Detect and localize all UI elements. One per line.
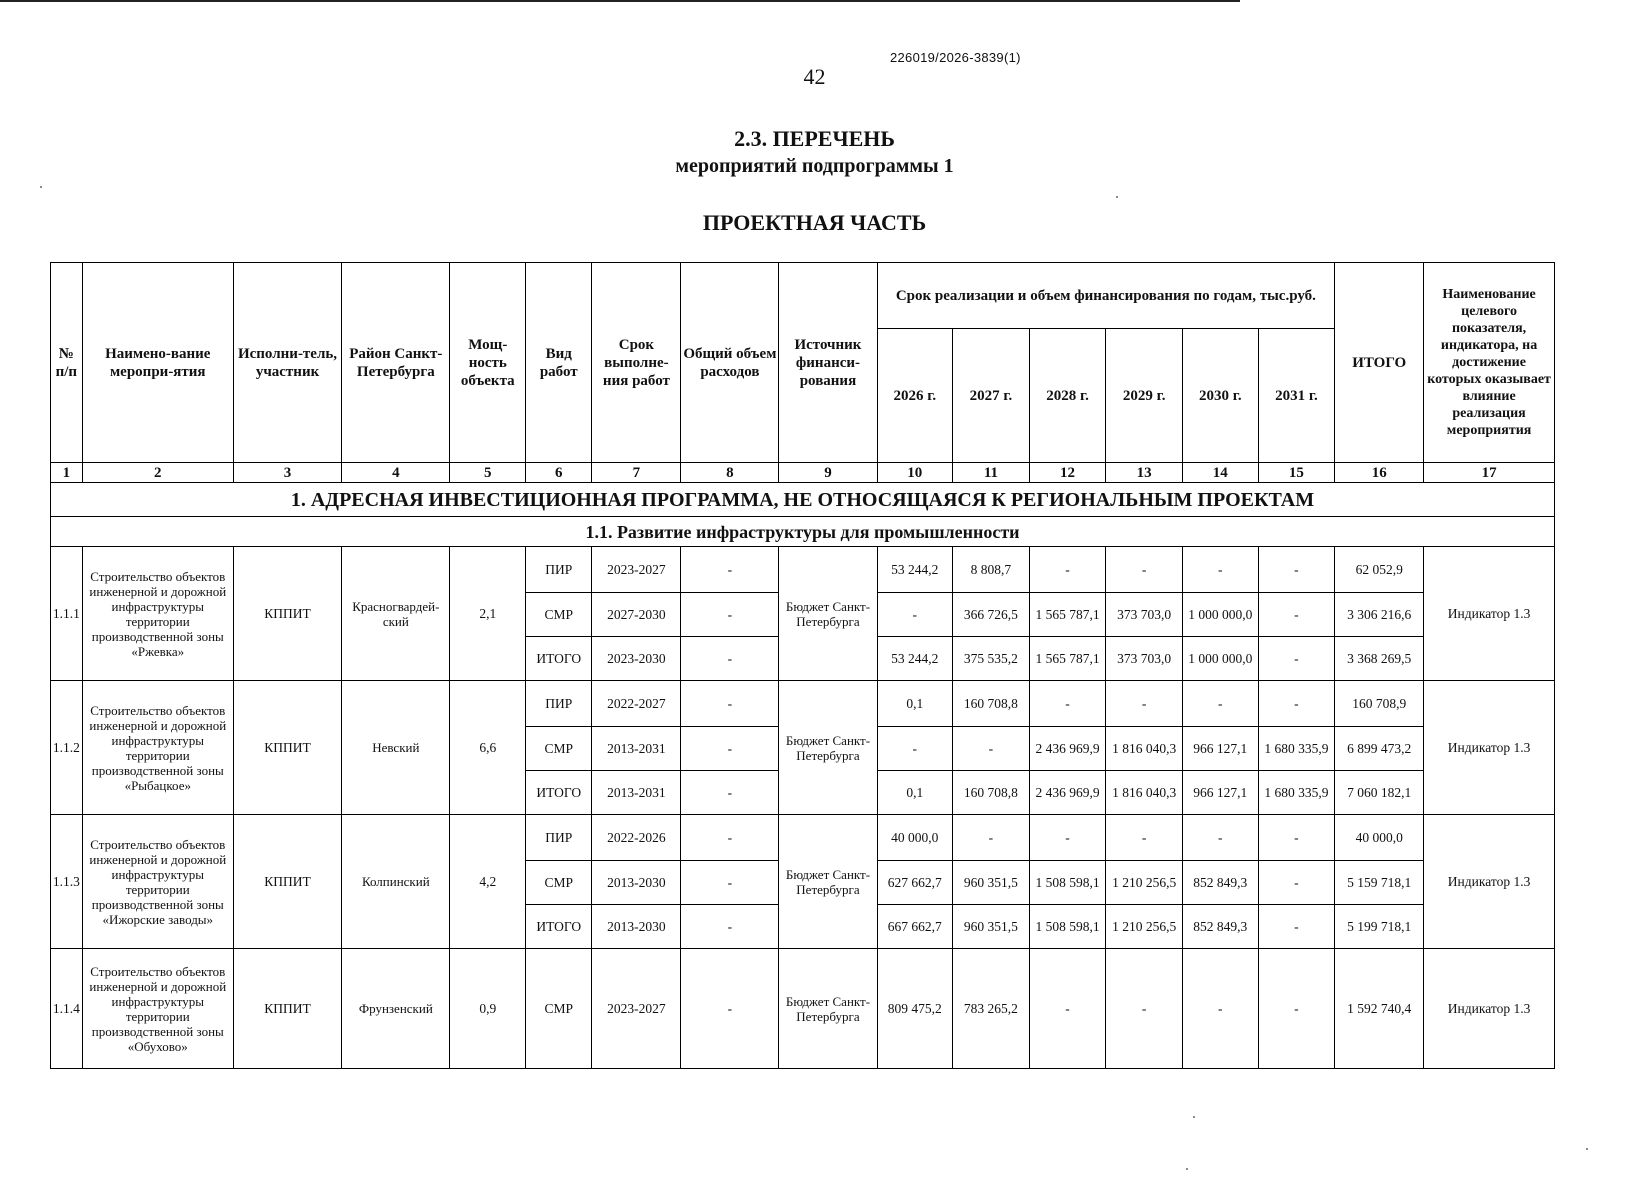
header-year-2029: 2029 г.: [1106, 329, 1183, 463]
year-value-cell: -: [1258, 547, 1335, 593]
work-type-cell: ИТОГО: [526, 637, 592, 681]
header-year-2026: 2026 г.: [877, 329, 953, 463]
header-itogo: ИТОГО: [1335, 263, 1424, 463]
total-cost-cell: -: [681, 771, 779, 815]
year-value-cell: 1 680 335,9: [1258, 727, 1335, 771]
year-value-cell: 373 703,0: [1106, 593, 1183, 637]
entry-executor: КППИТ: [233, 949, 341, 1069]
itogo-cell: 1 592 740,4: [1335, 949, 1424, 1069]
column-number: 6: [526, 463, 592, 483]
entry-capacity: 0,9: [450, 949, 526, 1069]
entry-name: Строительство объектов инженерной и дорожной инфраструктуры территории производственной зоны «Ржевка»: [82, 547, 233, 681]
year-value-cell: -: [1258, 681, 1335, 727]
section-title: 1. АДРЕСНАЯ ИНВЕСТИЦИОННАЯ ПРОГРАММА, НЕ ОТНОСЯЩАЯСЯ К РЕГИОНАЛЬНЫМ ПРОЕКТАМ: [51, 483, 1555, 517]
year-value-cell: 0,1: [877, 681, 953, 727]
year-value-cell: -: [1258, 861, 1335, 905]
entry-source: Бюджет Санкт-Петербурга: [779, 681, 877, 815]
work-type-cell: ИТОГО: [526, 905, 592, 949]
year-value-cell: -: [1182, 949, 1258, 1069]
work-type-cell: СМР: [526, 949, 592, 1069]
year-value-cell: 1 816 040,3: [1106, 771, 1183, 815]
year-value-cell: -: [1258, 593, 1335, 637]
year-value-cell: -: [1182, 547, 1258, 593]
year-value-cell: 1 565 787,1: [1029, 593, 1106, 637]
entry-number: 1.1.2: [51, 681, 83, 815]
year-value-cell: 1 000 000,0: [1182, 593, 1258, 637]
period-cell: 2013-2031: [592, 771, 681, 815]
year-value-cell: 1 816 040,3: [1106, 727, 1183, 771]
period-cell: 2023-2030: [592, 637, 681, 681]
header-total-cost: Общий объем расходов: [681, 263, 779, 463]
year-value-cell: 1 210 256,5: [1106, 905, 1183, 949]
year-value-cell: 2 436 969,9: [1029, 727, 1106, 771]
header-work-type: Вид работ: [526, 263, 592, 463]
scan-speck: [1193, 1116, 1195, 1118]
total-cost-cell: -: [681, 861, 779, 905]
period-cell: 2022-2026: [592, 815, 681, 861]
page-subtitle: мероприятий подпрограммы 1: [675, 155, 954, 177]
column-number: 14: [1182, 463, 1258, 483]
work-type-cell: СМР: [526, 593, 592, 637]
table-row: [51, 547, 1555, 593]
header-year-2030: 2030 г.: [1182, 329, 1258, 463]
total-cost-cell: -: [681, 949, 779, 1069]
column-number: 15: [1258, 463, 1335, 483]
year-value-cell: 160 708,8: [953, 681, 1030, 727]
header-source: Источник финанси-рования: [779, 263, 877, 463]
entry-district: Фрунзенский: [342, 949, 450, 1069]
entry-source: Бюджет Санкт-Петербурга: [779, 815, 877, 949]
entry-name: Строительство объектов инженерной и дорожной инфраструктуры территории производственной зоны «Рыбацкое»: [82, 681, 233, 815]
column-number: 2: [82, 463, 233, 483]
year-value-cell: -: [1029, 949, 1106, 1069]
itogo-cell: 6 899 473,2: [1335, 727, 1424, 771]
column-number: 10: [877, 463, 953, 483]
scan-speck: [1586, 1148, 1588, 1150]
header-capacity: Мощ-ность объекта: [450, 263, 526, 463]
itogo-cell: 40 000,0: [1335, 815, 1424, 861]
year-value-cell: 1 000 000,0: [1182, 637, 1258, 681]
work-type-cell: СМР: [526, 861, 592, 905]
column-number-row: [51, 463, 1555, 483]
header-district: Район Санкт-Петербурга: [342, 263, 450, 463]
year-value-cell: 40 000,0: [877, 815, 953, 861]
table-row: [51, 681, 1555, 727]
year-value-cell: 0,1: [877, 771, 953, 815]
column-number: 8: [681, 463, 779, 483]
column-number: 16: [1335, 463, 1424, 483]
itogo-cell: 7 060 182,1: [1335, 771, 1424, 815]
header-period: Срок выполне-ния работ: [592, 263, 681, 463]
header-executor: Исполни-тель, участник: [233, 263, 341, 463]
column-number: 9: [779, 463, 877, 483]
column-number: 11: [953, 463, 1030, 483]
header-year-2027: 2027 г.: [953, 329, 1030, 463]
itogo-cell: 5 159 718,1: [1335, 861, 1424, 905]
header-name: Наимено-вание меропри-ятия: [82, 263, 233, 463]
column-number: 1: [51, 463, 83, 483]
total-cost-cell: -: [681, 547, 779, 593]
year-value-cell: 375 535,2: [953, 637, 1030, 681]
year-value-cell: 627 662,7: [877, 861, 953, 905]
year-value-cell: -: [1029, 547, 1106, 593]
work-type-cell: СМР: [526, 727, 592, 771]
year-value-cell: 960 351,5: [953, 861, 1030, 905]
year-value-cell: -: [1182, 815, 1258, 861]
year-value-cell: -: [953, 727, 1030, 771]
header-indicator: Наименование целевого показателя, индикатора, на достижение которых оказывает влияние реализация мероприятия: [1424, 263, 1555, 463]
part-title: ПРОЕКТНАЯ ЧАСТЬ: [702, 210, 927, 235]
itogo-cell: 3 368 269,5: [1335, 637, 1424, 681]
entry-district: Красногвардей-ский: [342, 547, 450, 681]
period-cell: 2013-2030: [592, 861, 681, 905]
column-number: 13: [1106, 463, 1183, 483]
table-row: [51, 949, 1555, 1069]
total-cost-cell: -: [681, 681, 779, 727]
year-value-cell: 53 244,2: [877, 547, 953, 593]
period-cell: 2013-2031: [592, 727, 681, 771]
work-type-cell: ИТОГО: [526, 771, 592, 815]
header-year-2028: 2028 г.: [1029, 329, 1106, 463]
page-number: 42: [803, 64, 826, 89]
document-code: 226019/2026-3839(1): [890, 50, 1021, 65]
entry-indicator: Индикатор 1.3: [1424, 547, 1555, 681]
year-value-cell: -: [1258, 949, 1335, 1069]
year-value-cell: -: [1029, 681, 1106, 727]
total-cost-cell: -: [681, 593, 779, 637]
page-title: 2.3. ПЕРЕЧЕНЬ: [734, 126, 895, 151]
entry-source: Бюджет Санкт-Петербурга: [779, 949, 877, 1069]
measures-table: [50, 262, 1555, 1069]
year-value-cell: -: [1258, 637, 1335, 681]
column-number: 4: [342, 463, 450, 483]
entry-capacity: 4,2: [450, 815, 526, 949]
entry-capacity: 2,1: [450, 547, 526, 681]
total-cost-cell: -: [681, 905, 779, 949]
entry-indicator: Индикатор 1.3: [1424, 681, 1555, 815]
header-years-group: Срок реализации и объем финансирования по годам, тыс.руб.: [877, 263, 1335, 329]
entry-indicator: Индикатор 1.3: [1424, 815, 1555, 949]
entry-district: Невский: [342, 681, 450, 815]
entry-number: 1.1.3: [51, 815, 83, 949]
period-cell: 2023-2027: [592, 547, 681, 593]
work-type-cell: ПИР: [526, 547, 592, 593]
year-value-cell: 373 703,0: [1106, 637, 1183, 681]
entry-source: Бюджет Санкт-Петербурга: [779, 547, 877, 681]
column-number: 17: [1424, 463, 1555, 483]
scan-speck: [1186, 1168, 1188, 1170]
year-value-cell: 53 244,2: [877, 637, 953, 681]
period-cell: 2023-2027: [592, 949, 681, 1069]
year-value-cell: 667 662,7: [877, 905, 953, 949]
itogo-cell: 160 708,9: [1335, 681, 1424, 727]
year-value-cell: -: [1106, 547, 1183, 593]
entry-name: Строительство объектов инженерной и дорожной инфраструктуры территории производственной зоны «Ижорские заводы»: [82, 815, 233, 949]
subsection-title: 1.1. Развитие инфраструктуры для промышленности: [51, 517, 1555, 547]
year-value-cell: 8 808,7: [953, 547, 1030, 593]
year-value-cell: -: [1106, 681, 1183, 727]
work-type-cell: ПИР: [526, 815, 592, 861]
work-type-cell: ПИР: [526, 681, 592, 727]
total-cost-cell: -: [681, 815, 779, 861]
column-number: 5: [450, 463, 526, 483]
itogo-cell: 62 052,9: [1335, 547, 1424, 593]
column-number: 12: [1029, 463, 1106, 483]
year-value-cell: 1 565 787,1: [1029, 637, 1106, 681]
year-value-cell: -: [1258, 905, 1335, 949]
period-cell: 2027-2030: [592, 593, 681, 637]
total-cost-cell: -: [681, 727, 779, 771]
scan-speck: [40, 186, 42, 188]
year-value-cell: 160 708,8: [953, 771, 1030, 815]
year-value-cell: -: [877, 727, 953, 771]
entry-name: Строительство объектов инженерной и дорожной инфраструктуры территории производственной зоны «Обухово»: [82, 949, 233, 1069]
year-value-cell: 809 475,2: [877, 949, 953, 1069]
year-value-cell: -: [1258, 815, 1335, 861]
year-value-cell: 960 351,5: [953, 905, 1030, 949]
column-number: 7: [592, 463, 681, 483]
table-row: [51, 815, 1555, 861]
year-value-cell: 1 508 598,1: [1029, 861, 1106, 905]
column-number: 3: [233, 463, 341, 483]
header-num: № п/п: [51, 263, 83, 463]
period-cell: 2022-2027: [592, 681, 681, 727]
year-value-cell: -: [1106, 949, 1183, 1069]
year-value-cell: -: [1182, 681, 1258, 727]
year-value-cell: 783 265,2: [953, 949, 1030, 1069]
year-value-cell: 1 680 335,9: [1258, 771, 1335, 815]
year-value-cell: 366 726,5: [953, 593, 1030, 637]
itogo-cell: 3 306 216,6: [1335, 593, 1424, 637]
entry-number: 1.1.1: [51, 547, 83, 681]
total-cost-cell: -: [681, 637, 779, 681]
year-value-cell: 852 849,3: [1182, 861, 1258, 905]
period-cell: 2013-2030: [592, 905, 681, 949]
year-value-cell: 966 127,1: [1182, 727, 1258, 771]
year-value-cell: -: [877, 593, 953, 637]
entry-capacity: 6,6: [450, 681, 526, 815]
itogo-cell: 5 199 718,1: [1335, 905, 1424, 949]
entry-executor: КППИТ: [233, 815, 341, 949]
year-value-cell: -: [953, 815, 1030, 861]
year-value-cell: 1 508 598,1: [1029, 905, 1106, 949]
year-value-cell: -: [1029, 815, 1106, 861]
year-value-cell: 1 210 256,5: [1106, 861, 1183, 905]
entry-executor: КППИТ: [233, 547, 341, 681]
entry-number: 1.1.4: [51, 949, 83, 1069]
scan-speck: [1116, 196, 1118, 198]
year-value-cell: 852 849,3: [1182, 905, 1258, 949]
entry-executor: КППИТ: [233, 681, 341, 815]
entry-district: Колпинский: [342, 815, 450, 949]
header-year-2031: 2031 г.: [1258, 329, 1335, 463]
table-body: [51, 263, 1555, 1069]
year-value-cell: -: [1106, 815, 1183, 861]
year-value-cell: 966 127,1: [1182, 771, 1258, 815]
year-value-cell: 2 436 969,9: [1029, 771, 1106, 815]
entry-indicator: Индикатор 1.3: [1424, 949, 1555, 1069]
top-border-line: [0, 0, 1240, 2]
